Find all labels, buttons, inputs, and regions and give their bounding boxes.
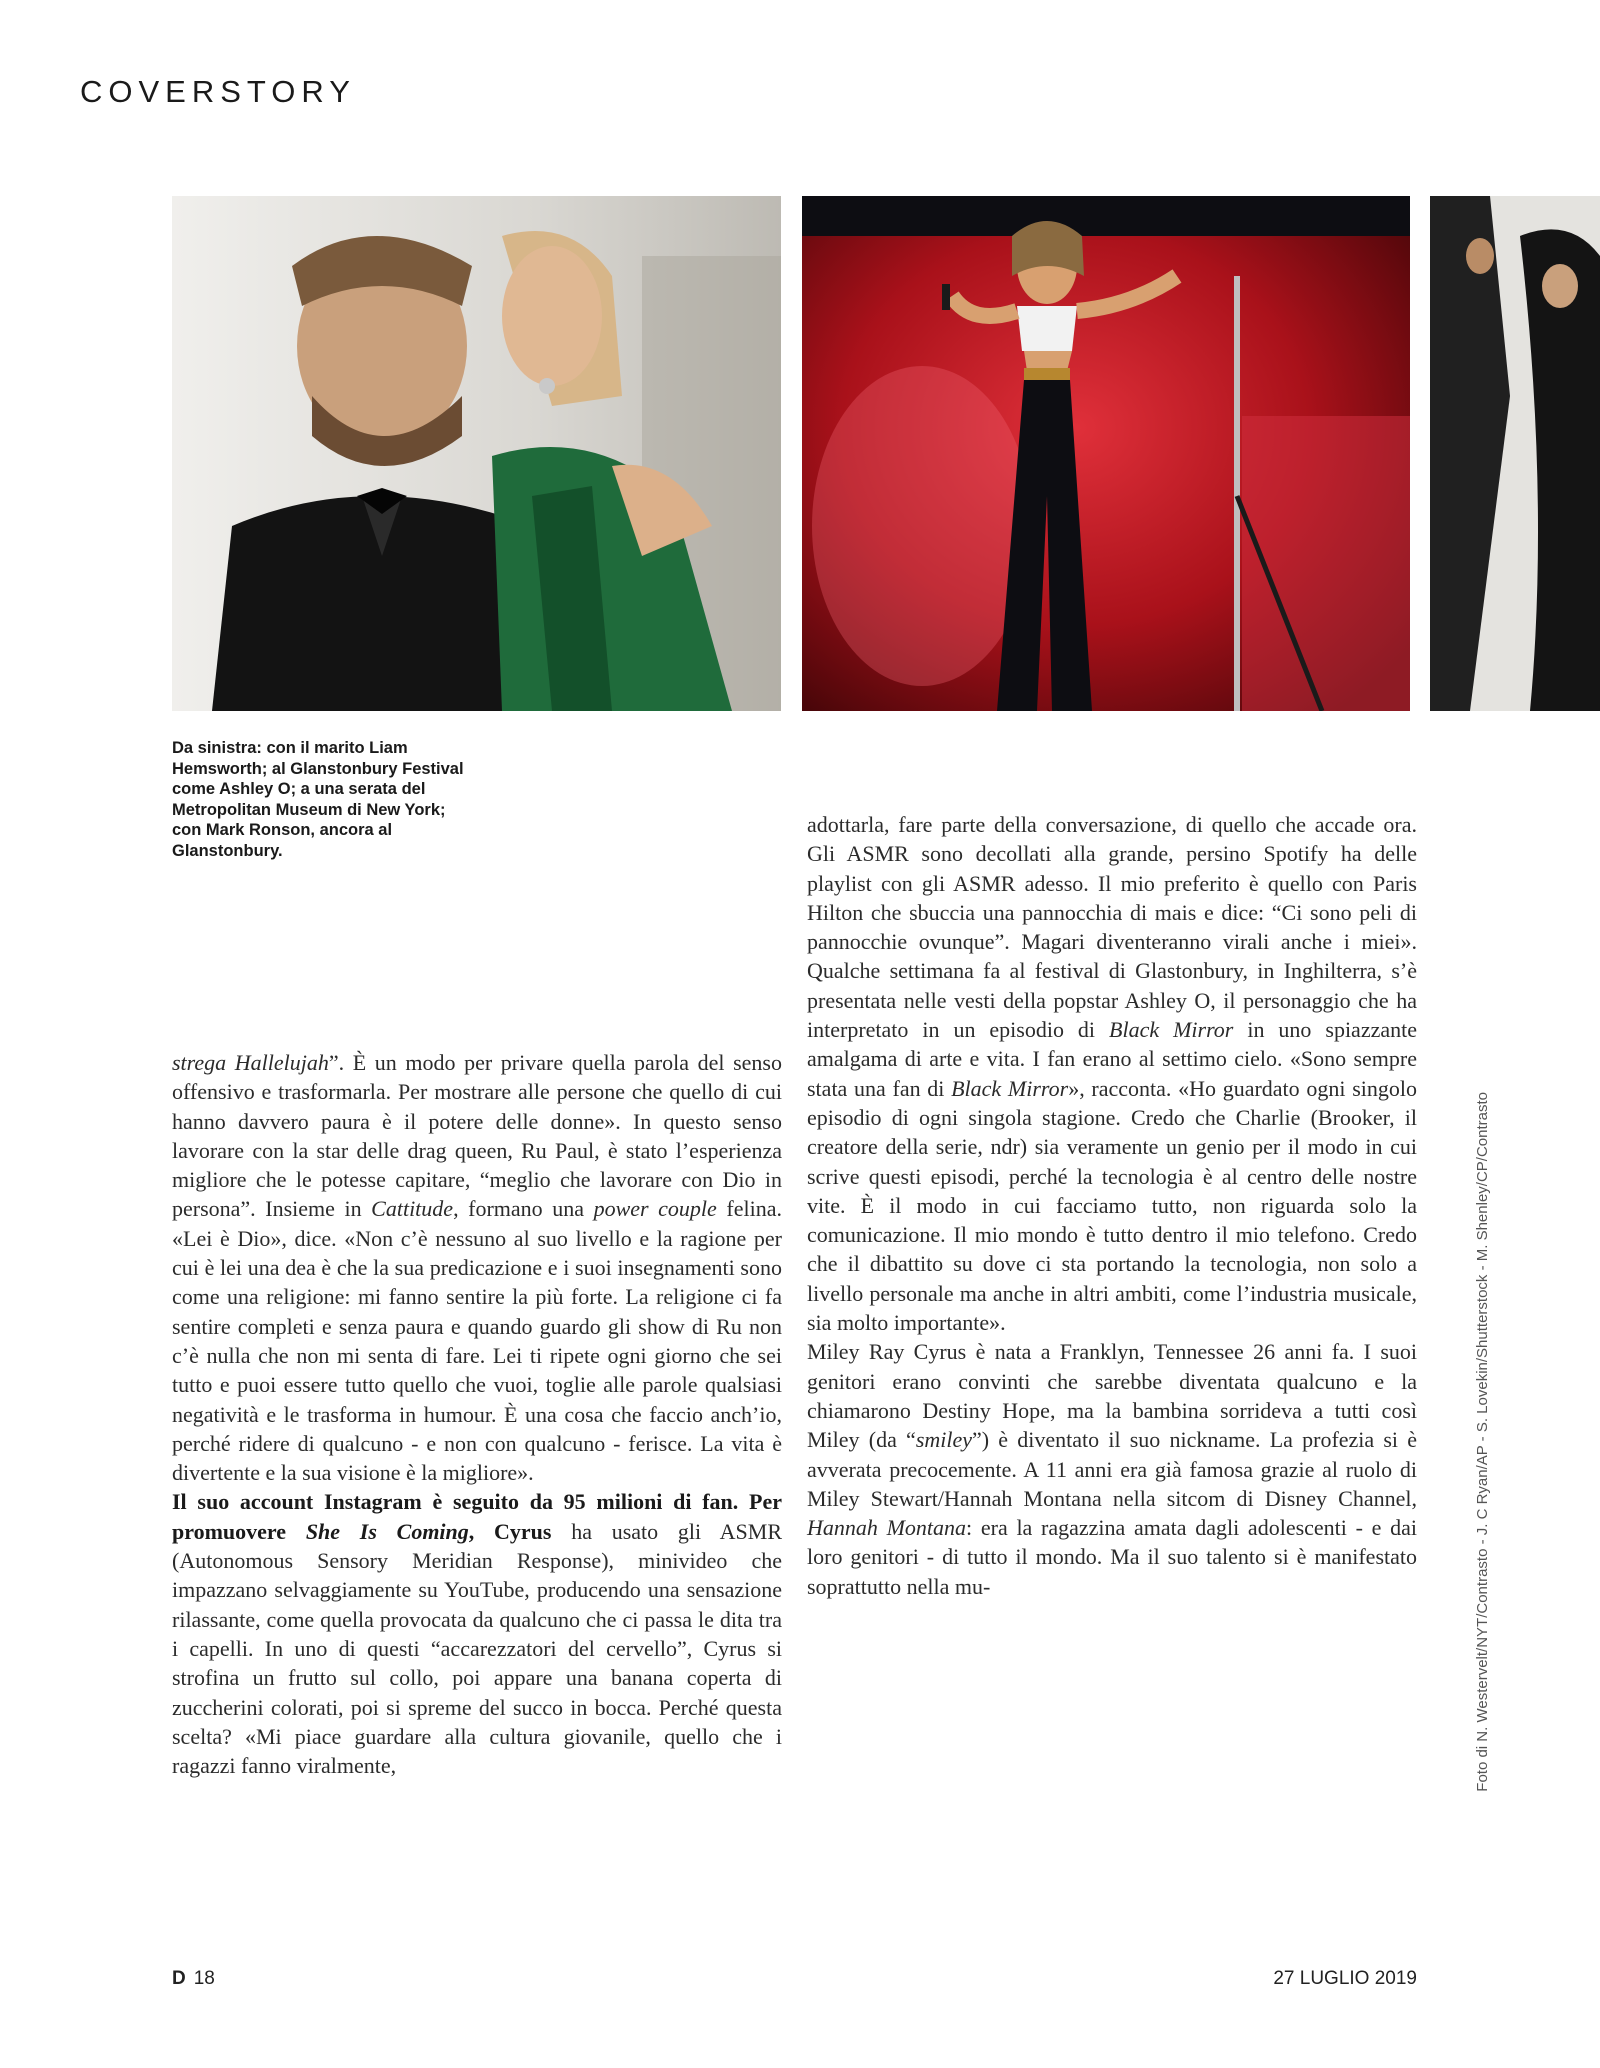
- photo-caption: Da sinistra: con il marito Liam Hemsworth; al Glanstonbury Festival come Ashley O; a una serata del Metropolitan Museum di New York; con Mark Ronson, ancora al Glanstonbury.: [172, 739, 464, 860]
- italic-text: strega Hallelujah: [172, 1050, 329, 1075]
- italic-text: power couple: [593, 1196, 717, 1222]
- page-number: 18: [193, 1968, 215, 1989]
- article-column-right: [807, 810, 1417, 1601]
- italic-text: Black Mirror: [951, 1075, 1069, 1101]
- italic-text: Cattitude: [371, 1196, 454, 1222]
- text-run: Miley Ray Cyrus è nata a Franklyn, Tennessee 26 anni fa. I suoi genitori erano convinti che sarebbe diventata qualcuno e la chiamarono Destiny Hope, ma la bambina sorrideva a tutti così Miley (da “: [807, 1339, 1417, 1453]
- section-label: COVERSTORY: [80, 74, 356, 109]
- photo-met-museum-partial: [1430, 196, 1600, 711]
- italic-text: smiley: [915, 1427, 973, 1453]
- paragraph: [807, 1337, 1417, 1601]
- bold-italic-text: [306, 1519, 469, 1544]
- text-run: ha usato gli ASMR (Autonomous Sensory Meridian Response), minivideo che impazzano selvaggiamente su YouTube, producendo una sensazione rilassante, come quella provocata da qualcuno che ci passa le dita tra i capelli. In uno di questi “accarezzatori del cervello”, Cyrus si strofina un frutto sul collo, poi appare una banana coperta di zuccherini colorati, poi si spreme del succo in bocca. Perché questa scelta? «Mi piace guardare alla cultura giovanile, quello che i ragazzi fanno viralmente,: [172, 1518, 782, 1779]
- magazine-logo: D: [172, 1968, 186, 1989]
- text-run: , formano una: [453, 1196, 594, 1222]
- text-run: : era la ragazzina amata dagli adolescenti - e dai loro genitori - di tutto il mondo. Ma il suo talento si è manifestato soprattutto nella mu-: [807, 1515, 1417, 1599]
- bold-text: , Cyrus: [468, 1518, 552, 1544]
- paragraph: [172, 1048, 782, 1487]
- text-run: felina. «Lei è Dio», dice. «Non c’è nessuno al suo livello e la ragione per cui è lei una dea è che la sua predicazione e i suoi insegnamenti sono come una religione: mi fanno sentire la più forte. La religione ci fa sentire completi e senza paura e quando guardo gli show di Ru non c’è nulla che non mi senta di fare. Lei ti ripete ogni giorno che sei tutto e puoi essere tutto quello che vuoi, toglie alle parole qualsiasi negatività e le trasforma in humour. È una cosa che faccio anch’io, perché ridere di qualcuno - e non con qualcuno - ferisce. La vita è divertente e la sua visione è la migliore».: [172, 1196, 782, 1486]
- photo-glastonbury-ashley-o: [802, 196, 1410, 711]
- paragraph: [807, 810, 1417, 1337]
- paragraph: [172, 1487, 782, 1780]
- italic-text: Hannah Montana: [807, 1515, 967, 1541]
- text-run: ”. È un modo per privare quella parola del senso offensivo e trasformarla. Per mostrare alle persone che quello di cui hanno davvero paura è il potere delle donne». In questo senso lavorare con la star delle drag queen, Ru Paul, è stato l’esperienza migliore che le potesse capitare, “meglio che lavorare con Dio in persona”. Insieme in: [172, 1050, 782, 1222]
- photo-credits: Foto di N. Westervelt/NYT/Contrasto - J. C Ryan/AP - S. Lovekin/Shutterstock - M. Shenley/CP/Contrasto: [1474, 1092, 1491, 1792]
- italic-text: Black Mirror: [1109, 1017, 1234, 1043]
- footer-date: 27 LUGLIO 2019: [1273, 1968, 1417, 1989]
- footer-page-number: [172, 1968, 215, 1990]
- bold-lead: Il suo account Instagram è seguito da 95 milioni di fan. Per promuovere: [172, 1489, 782, 1544]
- album-title: She Is Coming: [305, 1518, 469, 1544]
- text-run: adottarla, fare parte della conversazione, di quello che accade ora. Gli ASMR sono decollati alla grande, persino Spotify ha delle playlist con gli ASMR adesso. Il mio preferito è quello con Paris Hilton che sbuccia una pannocchia di mais e dice: “Ci sono peli di pannocchie ovunque”. Magari diventeranno virali anche i miei». Qualche settimana fa al festival di Glastonbury, in Inghilterra, s’è presentata nelle vesti della popstar Ashley O, il personaggio che ha interpretato in un episodio di: [807, 812, 1417, 1043]
- article-column-left: [172, 1048, 782, 1780]
- text-run: », racconta. «Ho guardato ogni singolo episodio di ogni singola stagione. Credo che Charlie (Brooker, il creatore della serie, ndr) sia veramente un genio per il modo in cui scrive questi episodi, perché la tecnologia è al centro delle nostre vite. È il modo in cui facciamo tutto, non riguarda solo la comunicazione. Il mio mondo è tutto dentro il mio telefono. Credo che il dibattito su dove ci sta portando la tecnologia, non solo a livello personale ma anche in altri ambiti, come l’industria musicale, sia molto importante».: [807, 1075, 1417, 1336]
- photo-liam-hemsworth-met-gala: [172, 196, 781, 711]
- text-run: ”) è diventato il suo nickname. La profezia si è avverata precocemente. A 11 anni era già famosa grazie al ruolo di Miley Stewart/Hannah Montana nella sitcom di Disney Channel,: [807, 1427, 1418, 1511]
- text-run: in uno spiazzante amalgama di arte e vita. I fan erano al settimo cielo. «Sono sempre stata una fan di: [807, 1017, 1417, 1101]
